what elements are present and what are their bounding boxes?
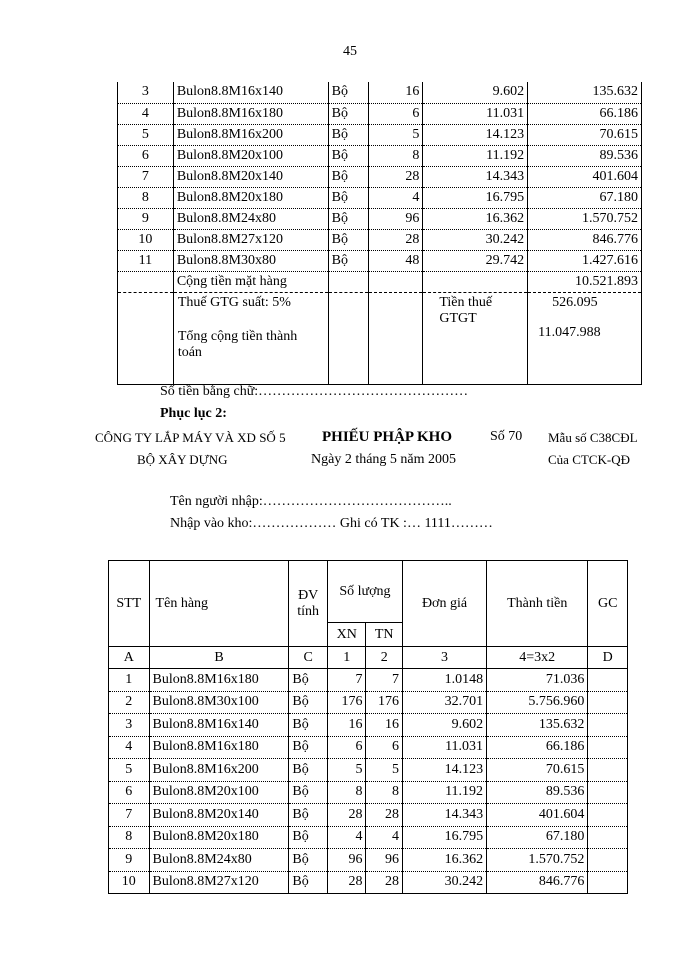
row-price: 1.0148 bbox=[402, 669, 486, 692]
row-note bbox=[588, 849, 628, 872]
receipt-table-header bbox=[109, 561, 628, 669]
row-amount: 89.536 bbox=[487, 781, 588, 804]
header-unit-line1: ĐV bbox=[298, 587, 319, 603]
column-letter: D bbox=[588, 647, 628, 669]
row-unit: Bộ bbox=[289, 804, 328, 827]
top-table-body bbox=[118, 82, 642, 271]
column-letter: C bbox=[289, 647, 328, 669]
row-stt: 8 bbox=[109, 826, 150, 849]
row-qty-tn: 96 bbox=[366, 849, 402, 872]
vat-label: Thuế GTG suất: 5% bbox=[177, 294, 291, 310]
row-stt: 3 bbox=[109, 714, 150, 737]
table-row bbox=[109, 849, 628, 872]
column-letter: 2 bbox=[366, 647, 402, 669]
row-amount: 1.570.752 bbox=[487, 849, 588, 872]
row-price: 11.192 bbox=[423, 145, 528, 166]
row-qty: 5 bbox=[368, 124, 423, 145]
row-qty: 28 bbox=[368, 166, 423, 187]
row-amount: 135.632 bbox=[487, 714, 588, 737]
row-note bbox=[588, 714, 628, 737]
column-letter: 3 bbox=[402, 647, 486, 669]
row-qty: 16 bbox=[368, 82, 423, 103]
column-letter-row bbox=[109, 647, 628, 669]
row-name: Bulon8.8M20x100 bbox=[149, 781, 289, 804]
row-name: Bulon8.8M16x200 bbox=[173, 124, 328, 145]
row-price: 16.362 bbox=[423, 208, 528, 229]
row-qty-xn: 96 bbox=[327, 849, 366, 872]
row-price: 30.242 bbox=[402, 871, 486, 894]
table-row bbox=[109, 669, 628, 692]
table-row bbox=[109, 714, 628, 737]
row-amount: 1.570.752 bbox=[528, 208, 642, 229]
form-code: Mẫu số C38CĐL bbox=[548, 430, 638, 445]
column-letter: A bbox=[109, 647, 150, 669]
total-label-line1: Tổng cộng tiền thành bbox=[177, 328, 298, 344]
table-row bbox=[118, 103, 642, 124]
row-amount: 135.632 bbox=[528, 82, 642, 103]
table-row bbox=[109, 759, 628, 782]
row-name: Bulon8.8M20x180 bbox=[149, 826, 289, 849]
row-stt: 7 bbox=[109, 804, 150, 827]
table-row bbox=[118, 82, 642, 103]
row-price: 14.343 bbox=[402, 804, 486, 827]
column-letter: 1 bbox=[327, 647, 366, 669]
header-name: Tên hàng bbox=[149, 561, 289, 647]
row-amount: 401.604 bbox=[487, 804, 588, 827]
row-qty: 28 bbox=[368, 229, 423, 250]
row-unit: Bộ bbox=[289, 781, 328, 804]
subtotal-row bbox=[118, 271, 642, 292]
table-row bbox=[109, 736, 628, 759]
row-stt: 10 bbox=[109, 871, 150, 894]
receipt-table bbox=[108, 560, 628, 894]
row-amount: 89.536 bbox=[528, 145, 642, 166]
row-name: Bulon8.8M20x140 bbox=[173, 166, 328, 187]
row-note bbox=[588, 804, 628, 827]
table-row bbox=[118, 187, 642, 208]
row-name: Bulon8.8M24x80 bbox=[173, 208, 328, 229]
receiver-line: Tên người nhập:………………………………….. bbox=[170, 494, 452, 509]
row-note bbox=[588, 826, 628, 849]
subtotal-value: 10.521.893 bbox=[528, 271, 642, 292]
row-unit: Bộ bbox=[328, 166, 368, 187]
row-qty-tn: 7 bbox=[366, 669, 402, 692]
table-row bbox=[118, 208, 642, 229]
row-qty-xn: 176 bbox=[327, 691, 366, 714]
row-amount: 846.776 bbox=[487, 871, 588, 894]
row-unit: Bộ bbox=[328, 103, 368, 124]
warehouse-line: Nhập vào kho:……………… Ghi có TK :… 1111……… bbox=[170, 516, 493, 531]
header-stt: STT bbox=[109, 561, 150, 647]
row-stt: 6 bbox=[109, 781, 150, 804]
row-amount: 67.180 bbox=[487, 826, 588, 849]
row-stt: 6 bbox=[118, 145, 174, 166]
table-row bbox=[118, 145, 642, 166]
row-amount: 401.604 bbox=[528, 166, 642, 187]
row-price: 11.031 bbox=[423, 103, 528, 124]
row-amount: 71.036 bbox=[487, 669, 588, 692]
company-name: CÔNG TY LẮP MÁY VÀ XD SỐ 5 bbox=[95, 430, 286, 445]
row-name: Bulon8.8M20x180 bbox=[173, 187, 328, 208]
row-qty-tn: 4 bbox=[366, 826, 402, 849]
row-qty-tn: 5 bbox=[366, 759, 402, 782]
row-note bbox=[588, 691, 628, 714]
row-stt: 4 bbox=[109, 736, 150, 759]
row-price: 9.602 bbox=[402, 714, 486, 737]
table-row bbox=[118, 229, 642, 250]
row-name: Bulon8.8M24x80 bbox=[149, 849, 289, 872]
row-price: 14.343 bbox=[423, 166, 528, 187]
vat-amount-label-line2: GTGT bbox=[439, 310, 477, 326]
row-stt: 5 bbox=[118, 124, 174, 145]
total-value: 11.047.988 bbox=[538, 324, 601, 340]
row-name: Bulon8.8M16x140 bbox=[149, 714, 289, 737]
row-name: Bulon8.8M20x100 bbox=[173, 145, 328, 166]
page-number: 45 bbox=[343, 44, 357, 59]
row-stt: 1 bbox=[109, 669, 150, 692]
row-price: 32.701 bbox=[402, 691, 486, 714]
amount-in-words: Số tiền bằng chữ:……………………………………… bbox=[160, 384, 469, 399]
table-row bbox=[109, 826, 628, 849]
subtotal-label: Cộng tiền mặt hàng bbox=[173, 271, 328, 292]
row-unit: Bộ bbox=[289, 714, 328, 737]
vat-amount-label-line1: Tiền thuế bbox=[439, 294, 493, 310]
row-price: 16.795 bbox=[402, 826, 486, 849]
tax-total-row bbox=[118, 292, 642, 384]
row-amount: 66.186 bbox=[487, 736, 588, 759]
row-name: Bulon8.8M16x200 bbox=[149, 759, 289, 782]
row-unit: Bộ bbox=[289, 669, 328, 692]
appendix-title: Phục lục 2: bbox=[160, 406, 227, 421]
row-note bbox=[588, 871, 628, 894]
row-amount: 67.180 bbox=[528, 187, 642, 208]
row-amount: 66.186 bbox=[528, 103, 642, 124]
receipt-table-body bbox=[109, 669, 628, 894]
row-note bbox=[588, 669, 628, 692]
table-row bbox=[118, 166, 642, 187]
row-qty-xn: 6 bbox=[327, 736, 366, 759]
row-name: Bulon8.8M27x120 bbox=[149, 871, 289, 894]
top-table-summary bbox=[118, 271, 642, 384]
row-qty-xn: 28 bbox=[327, 804, 366, 827]
row-stt: 10 bbox=[118, 229, 174, 250]
row-name: Bulon8.8M30x80 bbox=[173, 250, 328, 271]
row-qty-tn: 28 bbox=[366, 804, 402, 827]
row-qty-tn: 8 bbox=[366, 781, 402, 804]
row-stt: 11 bbox=[118, 250, 174, 271]
row-unit: Bộ bbox=[289, 736, 328, 759]
row-unit: Bộ bbox=[328, 229, 368, 250]
table-row bbox=[109, 781, 628, 804]
row-name: Bulon8.8M16x180 bbox=[149, 736, 289, 759]
row-stt: 7 bbox=[118, 166, 174, 187]
row-unit: Bộ bbox=[289, 849, 328, 872]
row-name: Bulon8.8M27x120 bbox=[173, 229, 328, 250]
row-qty: 4 bbox=[368, 187, 423, 208]
row-stt: 8 bbox=[118, 187, 174, 208]
form-issuer: Của CTCK-QĐ bbox=[548, 452, 630, 467]
document-number: Số 70 bbox=[490, 429, 523, 444]
row-qty-xn: 4 bbox=[327, 826, 366, 849]
row-price: 11.192 bbox=[402, 781, 486, 804]
row-stt: 9 bbox=[118, 208, 174, 229]
row-qty: 6 bbox=[368, 103, 423, 124]
row-unit: Bộ bbox=[328, 124, 368, 145]
ministry-name: BỘ XÂY DỰNG bbox=[137, 452, 228, 467]
row-price: 29.742 bbox=[423, 250, 528, 271]
row-price: 30.242 bbox=[423, 229, 528, 250]
header-amount: Thành tiền bbox=[487, 561, 588, 647]
header-price: Đơn giá bbox=[402, 561, 486, 647]
row-name: Bulon8.8M30x100 bbox=[149, 691, 289, 714]
row-unit: Bộ bbox=[328, 187, 368, 208]
row-stt: 5 bbox=[109, 759, 150, 782]
header-unit bbox=[289, 561, 328, 647]
row-qty-tn: 28 bbox=[366, 871, 402, 894]
row-unit: Bộ bbox=[328, 250, 368, 271]
document-date: Ngày 2 tháng 5 năm 2005 bbox=[311, 452, 457, 467]
row-amount: 846.776 bbox=[528, 229, 642, 250]
row-qty: 48 bbox=[368, 250, 423, 271]
vat-amount: 526.095 bbox=[552, 294, 598, 310]
row-note bbox=[588, 781, 628, 804]
row-unit: Bộ bbox=[289, 759, 328, 782]
row-stt: 3 bbox=[118, 82, 174, 103]
table-row bbox=[109, 691, 628, 714]
row-price: 16.362 bbox=[402, 849, 486, 872]
row-stt: 9 bbox=[109, 849, 150, 872]
row-note bbox=[588, 759, 628, 782]
row-price: 14.123 bbox=[423, 124, 528, 145]
row-qty-tn: 176 bbox=[366, 691, 402, 714]
total-label-line2: toán bbox=[177, 344, 202, 360]
header-qty-xn: XN bbox=[327, 623, 366, 647]
top-items-table bbox=[117, 82, 642, 385]
row-amount: 70.615 bbox=[487, 759, 588, 782]
row-unit: Bộ bbox=[289, 826, 328, 849]
row-amount: 70.615 bbox=[528, 124, 642, 145]
row-price: 9.602 bbox=[423, 82, 528, 103]
header-qty-tn: TN bbox=[366, 623, 402, 647]
row-stt: 2 bbox=[109, 691, 150, 714]
column-letter: 4=3x2 bbox=[487, 647, 588, 669]
row-unit: Bộ bbox=[328, 82, 368, 103]
header-note: GC bbox=[588, 561, 628, 647]
row-qty-xn: 16 bbox=[327, 714, 366, 737]
row-qty-xn: 28 bbox=[327, 871, 366, 894]
header-qty: Số lượng bbox=[327, 561, 402, 623]
row-name: Bulon8.8M16x140 bbox=[173, 82, 328, 103]
row-amount: 5.756.960 bbox=[487, 691, 588, 714]
document-title: PHIẾU PHẬP KHO bbox=[322, 429, 453, 445]
row-stt: 4 bbox=[118, 103, 174, 124]
row-qty: 8 bbox=[368, 145, 423, 166]
row-unit: Bộ bbox=[289, 871, 328, 894]
row-unit: Bộ bbox=[289, 691, 328, 714]
column-letter: B bbox=[149, 647, 289, 669]
row-qty: 96 bbox=[368, 208, 423, 229]
row-amount: 1.427.616 bbox=[528, 250, 642, 271]
table-row bbox=[109, 804, 628, 827]
row-unit: Bộ bbox=[328, 145, 368, 166]
row-qty-xn: 7 bbox=[327, 669, 366, 692]
row-price: 16.795 bbox=[423, 187, 528, 208]
row-qty-xn: 5 bbox=[327, 759, 366, 782]
row-price: 11.031 bbox=[402, 736, 486, 759]
row-qty-tn: 16 bbox=[366, 714, 402, 737]
row-note bbox=[588, 736, 628, 759]
row-name: Bulon8.8M16x180 bbox=[173, 103, 328, 124]
row-name: Bulon8.8M20x140 bbox=[149, 804, 289, 827]
row-price: 14.123 bbox=[402, 759, 486, 782]
header-unit-line2: tính bbox=[297, 603, 320, 619]
row-name: Bulon8.8M16x180 bbox=[149, 669, 289, 692]
row-unit: Bộ bbox=[328, 208, 368, 229]
row-qty-xn: 8 bbox=[327, 781, 366, 804]
table-row bbox=[118, 250, 642, 271]
table-row bbox=[109, 871, 628, 894]
table-row bbox=[118, 124, 642, 145]
row-qty-tn: 6 bbox=[366, 736, 402, 759]
